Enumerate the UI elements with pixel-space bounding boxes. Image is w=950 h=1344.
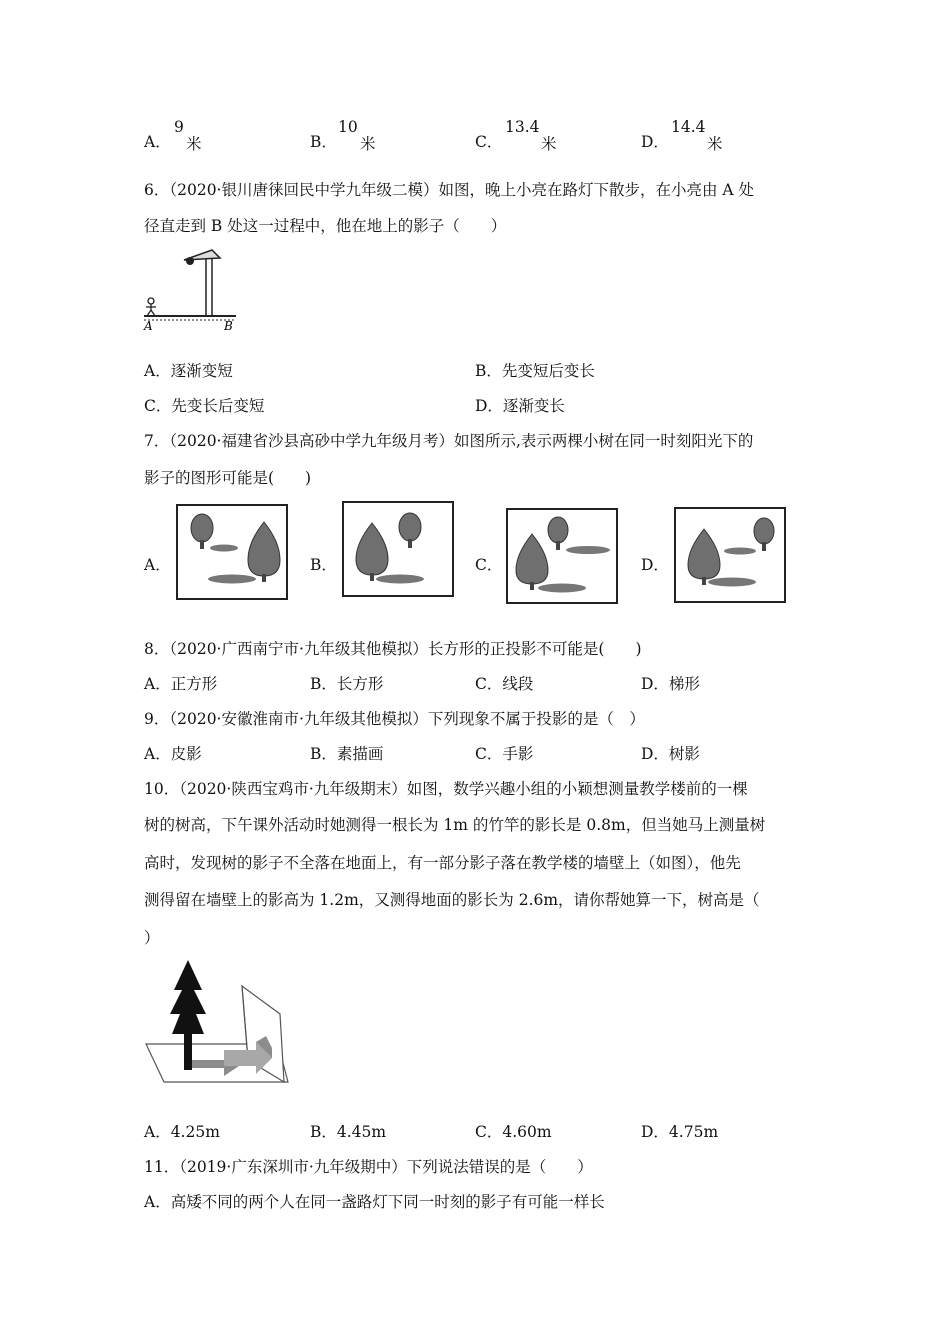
q7-b-big-tree-trunk: [370, 573, 374, 581]
point-b-label: B: [224, 319, 233, 333]
q7-c-big-tree-trunk: [530, 582, 534, 590]
q6-option-b: B．先变短后变长: [475, 362, 595, 380]
q5-option-c-letter: C．: [475, 133, 503, 151]
q5-option-a-letter: A．: [144, 133, 171, 151]
q8-option-d: D．梯形: [641, 675, 700, 693]
q7-a-big-tree-shadow: [208, 575, 256, 584]
q10-option-c: C．4.60m: [475, 1123, 552, 1141]
point-a-label: A: [144, 319, 153, 333]
q9-option-a: A．皮影: [144, 745, 202, 763]
q8-option-a: A．正方形: [144, 675, 218, 693]
q6-stem-line2: 径直走到 B 处这一过程中，他在地上的影子（ ）: [144, 217, 507, 235]
q7-option-d-picture: [674, 507, 786, 603]
q7-b-small-tree-crown: [399, 513, 421, 541]
q11-stem: 11．（2019·广东深圳市·九年级期中）下列说法错误的是（ ）: [144, 1158, 593, 1176]
q5-option-d-letter: D．: [641, 133, 669, 151]
q8-stem: 8．（2020·广西南宁市·九年级其他模拟）长方形的正投影不可能是( ): [144, 640, 642, 658]
worksheet-page: A． 9 米 B． 10 米 C． 13.4 米 D． 14.4 米 6．（2020·银川唐徕回民中学九年级二模）如图，晚上小亮在路灯下散步，在小亮由 A 处 径直走到 B 处这一过程中，他在地上的影子（ ） A B A．逐渐变短 B．先变短后变长 C．先变长后变短 D．逐渐变长 7．（2020·福建省沙县高砂中学九年级月考）如图所示,表示两棵小树在同一时刻阳光下的 影子的图形可能是( ) A． B． C． D． 8．（2020·广西南宁市·九年级其他模拟）长方形的正投影不可能是( ) A．正方形 B．长方形 C．线段 D．梯形 9．（2020·安徽淮南市·九年级其他模拟）下列现象不属于投影的是（ ） A．皮影 B．素描画 C．手影 D．树影 10．（2020·陕西宝鸡市·九年级期末）如图，数学兴趣小组的小颖想测量教学楼前的一棵 树的树高，下午课外活动时她测得一根长为 1m 的竹竿的影长是 0.8m，但当她马上测量树 高时，发现树的影子不全落在地面上，有一部分影子落在教学楼的墙壁上（如图），他先 测得留在墙壁上的影高为 1.2m，又测得地面的影长为 2.6m，请你帮她算一下，树高是（ ） A．4.25m B．4.45m C．4.60m D．4.75m 11．（2019·广东深圳市·九年级期中）下列说法错误的是（ ） A．高矮不同的两个人在同一盏路灯下同一时刻的影子有可能一样长: [0, 0, 950, 1344]
q7-c-small-tree-trunk: [556, 541, 560, 550]
q6-option-d: D．逐渐变长: [475, 397, 565, 415]
q7-d-small-tree-trunk: [762, 542, 766, 551]
q10-stem-line2: 树的树高，下午课外活动时她测得一根长为 1m 的竹竿的影长是 0.8m，但当她马上测量树: [144, 816, 766, 834]
q6-stem-line1: 6．（2020·银川唐徕回民中学九年级二模）如图，晚上小亮在路灯下散步，在小亮由 A 处: [144, 181, 755, 199]
q10-stem-line5: ）: [144, 929, 160, 947]
q7-option-b-picture: [342, 501, 454, 597]
q11-option-a: A．高矮不同的两个人在同一盏路灯下同一时刻的影子有可能一样长: [144, 1193, 605, 1211]
q7-d-small-tree-crown: [754, 518, 774, 544]
q9-option-b: B．素描画: [310, 745, 384, 763]
q10-option-b: B．4.45m: [310, 1123, 387, 1141]
q7-option-c-label: C．: [475, 556, 503, 574]
q7-stem-line2: 影子的图形可能是( ): [144, 469, 312, 487]
q9-option-d: D．树影: [641, 745, 700, 763]
q10-stem-line1: 10．（2020·陕西宝鸡市·九年级期末）如图，数学兴趣小组的小颖想测量教学楼前的一棵: [144, 780, 748, 798]
q7-d-small-tree-shadow: [724, 548, 756, 555]
tree-silhouette: [170, 960, 206, 1034]
q7-d-big-tree-trunk: [702, 577, 706, 585]
q7-option-c-picture: [506, 508, 618, 604]
q10-option-a: A．4.25m: [144, 1123, 220, 1141]
q7-option-a-picture: [176, 504, 288, 600]
q9-option-c: C．手影: [475, 745, 534, 763]
tree-trunk: [184, 1032, 192, 1070]
q6-option-c: C．先变长后变短: [144, 397, 265, 415]
q7-a-big-tree-trunk: [262, 574, 266, 582]
q8-option-c: C．线段: [475, 675, 534, 693]
q7-c-small-tree-shadow: [566, 546, 610, 554]
q5-option-b-letter: B．: [310, 133, 337, 151]
q7-stem-line1: 7．（2020·福建省沙县高砂中学九年级月考）如图所示,表示两棵小树在同一时刻阳光下的: [144, 432, 754, 450]
q7-a-small-tree-crown: [191, 514, 213, 542]
q9-stem: 9．（2020·安徽淮南市·九年级其他模拟）下列现象不属于投影的是（ ）: [144, 710, 645, 728]
q7-option-d-label: D．: [641, 556, 669, 574]
tree-wall-shadow-figure: [144, 958, 290, 1084]
lamp-bulb: [186, 257, 194, 265]
q8-option-b: B．长方形: [310, 675, 384, 693]
q6-option-a: A．逐渐变短: [144, 362, 233, 380]
q10-stem-line4: 测得留在墙壁上的影高为 1.2m，又测得地面的影长为 2.6m，请你帮她算一下，树高是（: [144, 891, 760, 909]
q7-option-b-label: B．: [310, 556, 337, 574]
q7-a-small-tree-trunk: [200, 540, 204, 549]
q7-a-small-tree-shadow: [210, 545, 238, 552]
q7-c-big-tree-shadow: [538, 584, 586, 593]
q7-option-a-label: A．: [144, 556, 171, 574]
q7-d-big-tree-shadow: [708, 578, 756, 587]
q10-stem-line3: 高时，发现树的影子不全落在地面上，有一部分影子落在教学楼的墙壁上（如图），他先: [144, 854, 741, 872]
q7-c-small-tree-crown: [548, 517, 568, 543]
q7-b-big-tree-shadow: [376, 575, 424, 584]
q10-option-d: D．4.75m: [641, 1123, 719, 1141]
q7-b-small-tree-trunk: [408, 539, 412, 548]
streetlight-figure: [140, 244, 240, 334]
